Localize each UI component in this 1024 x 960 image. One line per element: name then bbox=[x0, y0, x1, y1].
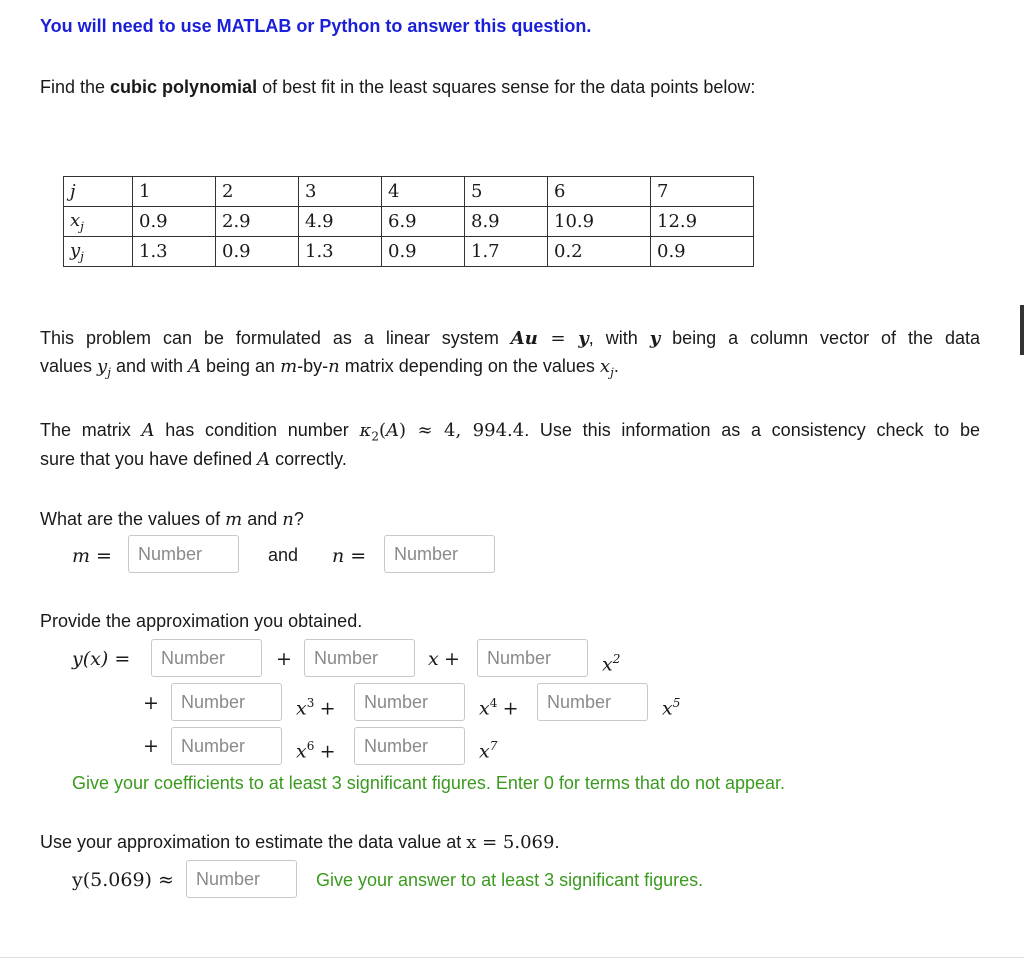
coef-6-input[interactable] bbox=[171, 727, 282, 765]
estimate-hint: Give your answer to at least 3 significant figures. bbox=[316, 870, 704, 890]
coef-0-input[interactable] bbox=[151, 639, 262, 677]
table-cell: 2.9 bbox=[216, 207, 299, 237]
table-cell: 1.3 bbox=[299, 237, 382, 267]
table-cell: 4 bbox=[382, 177, 465, 207]
estimate-input[interactable] bbox=[186, 860, 297, 898]
instruction-warning: You will need to use MATLAB or Python to answer this question. bbox=[40, 16, 592, 36]
table-cell: 6 bbox=[548, 177, 651, 207]
plus-sign: + bbox=[143, 692, 159, 714]
coef-1-input[interactable] bbox=[304, 639, 415, 677]
table-row bbox=[64, 237, 754, 267]
mn-question: What are the values of m and n? bbox=[40, 509, 304, 530]
bottom-divider bbox=[0, 957, 1024, 958]
formulation-line-1: This problem can be formulated as a linear system Au = y, with y being a column vector of the data bbox=[40, 328, 981, 349]
and-label: and bbox=[268, 545, 299, 565]
n-input[interactable] bbox=[384, 535, 495, 573]
table-cell: 1.3 bbox=[133, 237, 216, 267]
row-label-j: j bbox=[64, 177, 133, 207]
m-label: m = bbox=[72, 545, 112, 567]
table-cell: 4.9 bbox=[299, 207, 382, 237]
table-cell: 5 bbox=[465, 177, 548, 207]
table-cell: 12.9 bbox=[651, 207, 754, 237]
estimate-text: Use your approximation to estimate the data value at x = 5.069. bbox=[40, 832, 560, 853]
table-cell: 7 bbox=[651, 177, 754, 207]
estimate-lhs: y(5.069) ≈ bbox=[72, 869, 174, 891]
approx-lhs: y(x) = bbox=[72, 648, 131, 670]
coef-7-input[interactable] bbox=[354, 727, 465, 765]
table-cell: 0.2 bbox=[548, 237, 651, 267]
table-cell: 1 bbox=[133, 177, 216, 207]
m-input[interactable] bbox=[128, 535, 239, 573]
term-x7: $x^7$ bbox=[479, 739, 498, 763]
data-table bbox=[63, 176, 754, 267]
table-cell: 0.9 bbox=[133, 207, 216, 237]
table-cell: 10.9 bbox=[548, 207, 651, 237]
n-label: n = bbox=[332, 545, 367, 567]
condition-line-1: The matrix A has condition number $\kappa_2(A) \approx 4$, 994.4. Use this information as a consistency check to be bbox=[40, 420, 980, 444]
scrollbar-thumb[interactable] bbox=[1020, 305, 1024, 355]
table-cell: 0.9 bbox=[382, 237, 465, 267]
row-label-y: $y_j$ bbox=[64, 237, 133, 267]
plus-sign: + bbox=[143, 735, 159, 757]
table-cell: 0.9 bbox=[651, 237, 754, 267]
table-cell: 0.9 bbox=[216, 237, 299, 267]
approx-heading: Provide the approximation you obtained. bbox=[40, 611, 363, 631]
table-cell: 8.9 bbox=[465, 207, 548, 237]
table-cell: 6.9 bbox=[382, 207, 465, 237]
coefficients-hint: Give your coefficients to at least 3 significant figures. Enter 0 for terms that do not appear. bbox=[72, 773, 786, 793]
coef-5-input[interactable] bbox=[537, 683, 648, 721]
row-label-x: $x_j$ bbox=[64, 207, 133, 237]
table-cell: 3 bbox=[299, 177, 382, 207]
term-x3: $x^3$ + bbox=[296, 696, 336, 720]
table-row bbox=[64, 177, 754, 207]
term-x: x + bbox=[428, 648, 460, 670]
formulation-line-2: values $y_j$ and with A being an m-by-n matrix depending on the values $x_j$. bbox=[40, 356, 619, 380]
term-x4: $x^4$ + bbox=[479, 696, 519, 720]
table-row bbox=[64, 207, 754, 237]
plus-sign: + bbox=[276, 648, 292, 670]
term-x5: $x^5$ bbox=[662, 696, 681, 720]
coef-2-input[interactable] bbox=[477, 639, 588, 677]
term-x6: $x^6$ + bbox=[296, 739, 336, 763]
coef-3-input[interactable] bbox=[171, 683, 282, 721]
table-cell: 1.7 bbox=[465, 237, 548, 267]
term-x2: $x^2$ bbox=[602, 652, 621, 676]
table-cell: 2 bbox=[216, 177, 299, 207]
condition-line-2: sure that you have defined A correctly. bbox=[40, 449, 347, 470]
intro-text: Find the cubic polynomial of best fit in the least squares sense for the data points below: bbox=[40, 77, 756, 97]
coef-4-input[interactable] bbox=[354, 683, 465, 721]
